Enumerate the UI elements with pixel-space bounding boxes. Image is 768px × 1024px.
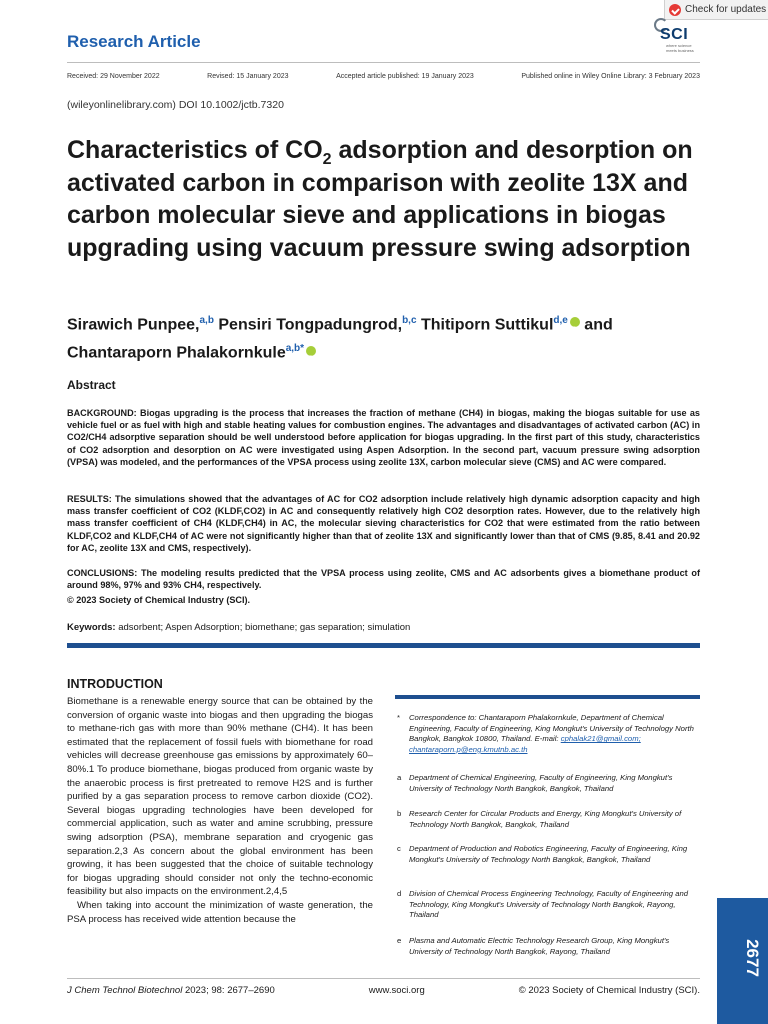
sci-logo: [654, 18, 704, 58]
check-for-updates-label: Check for updates: [685, 4, 767, 15]
section-divider-bar: [67, 643, 700, 648]
affiliation-b: b Research Center for Circular Products and Energy, King Mongkut's University of Technology North Bangkok, Bangkok, Thailand: [397, 809, 682, 829]
abstract-heading: Abstract: [67, 378, 116, 392]
author-name: Chantaraporn Phalakornkule: [67, 344, 286, 362]
keywords-text: adsorbent; Aspen Adsorption; biomethane; gas separation; simulation: [115, 622, 411, 633]
section-label: Research Article: [67, 32, 201, 51]
footer-website[interactable]: www.soci.org: [368, 985, 425, 996]
author-affil-link[interactable]: a,b: [199, 315, 214, 326]
affiliation-e: e Plasma and Automatic Electric Technology Research Group, King Mongkut's University of Technology North Bangkok, Rayong, Thailand: [397, 936, 670, 956]
author-affil-link[interactable]: a,b*: [285, 343, 305, 355]
abstract-results: RESULTS: The simulations showed that the advantages of AC for CO2 adsorption include relatively high dynamic adsorption capacity and high mass transfer coefficient of CO2 (KLDF,CO2) in AC and consequently relatively high CO2 desorption rates. However, due to the relatively high mass transfer coefficient of CH4 (KLDF,CH4) in AC, the molecular sieving characteristics for CO2 that were estimated from the ratio between KLDF,CO2 and KLDF,CH4 of AC were not significantly higher than that of zeolite 13X and significantly lower than that of CMS (9.85, 8.41 and 20.92 for AC, zeolite 13X and CMS, respectively).: [67, 494, 700, 553]
page-number-tab: [717, 898, 768, 1024]
author-name: Thitiporn Suttikul: [416, 316, 554, 334]
check-for-updates-button[interactable]: [664, 0, 768, 20]
header-divider: [67, 62, 700, 63]
published-date: Published online in Wiley Online Library: 3 February 2023: [521, 73, 700, 80]
footer-citation: J Chem Technol Biotechnol 2023; 98: 2677–2690: [67, 985, 275, 996]
correspondence: * Correspondence to: Chantaraporn Phalakornkule, Department of Chemical Engineering, Faculty of Engineering, King Mongkut's University of Technology North Bangkok, Bangkok 10800, Thailand. E-mail: cphalak21@gmail.com; chantaraporn.p@eng.kmutnb.ac.th: [397, 713, 694, 754]
footer-copyright: © 2023 Society of Chemical Industry (SCI).: [518, 985, 700, 996]
author-affil-link[interactable]: d,e: [553, 315, 568, 326]
email-link[interactable]: cphalak21@gmail.com;: [560, 734, 641, 744]
publication-dates: [67, 73, 700, 80]
author-name: Sirawich Punpee,: [67, 316, 200, 334]
keywords-label: Keywords:: [67, 622, 116, 633]
affiliation-a: a Department of Chemical Engineering, Faculty of Engineering, King Mongkut's University of Technology North Bangkok, Bangkok, Thailand: [397, 773, 673, 793]
revised-date: Revised: 15 January 2023: [207, 73, 289, 80]
author-list: Sirawich Punpee,$^{a,b}$ Pensiri Tongpadungrod,$^{b,c}$ Thitiporn Suttikul$^{d,e}$iD and Chantaraporn Phalakornkule$^{a,b*}$iD: [67, 309, 707, 366]
intro-paragraph-2: When taking into account the minimization of waste generation, the PSA process has received wide attention because the: [67, 899, 373, 925]
doi-link[interactable]: (wileyonlinelibrary.com) DOI 10.1002/jctb.7320: [67, 99, 284, 111]
intro-paragraph-1: Biomethane is a renewable energy source that can be obtained by the conversion of organic waste into biogas and then upgrading the biogas to methane-rich gas with more than 90% methane (CH4). It has been estimated that the replacement of fossil fuels with biomethane for road vehicles will decrease greenhouse gas emissions by approximately 60–80%.1 To produce biomethane, biogas produced from organic waste by the anaerobic process is first pretreated to remove H2S and is further purified by a gas separation process to remove carbon dioxide (CO2). Several biogas upgrading technologies have been developed for commercial application, such as water and amine scrubbing, pressure swing adsorption (PSA), membrane separation and cryogenic gas separation.2,3 As concern about the global environment has been growing, it has been suggested that the choice of suitable technology for biogas upgrading should consider not only the techno-economic feasibility but also impacts on the environment.2,4,5: [67, 696, 373, 898]
affiliation-d: d Division of Chemical Process Engineering Technology, Faculty of Engineering and Technology, King Mongkut's University of Technology North Bangkok, Rayong, Thailand: [397, 889, 689, 920]
footer-divider: [67, 978, 700, 979]
orcid-icon[interactable]: [570, 317, 580, 327]
page-footer: [67, 985, 700, 996]
received-date: Received: 29 November 2022: [67, 73, 160, 80]
logo-text: SCI: [660, 26, 689, 43]
orcid-icon[interactable]: [306, 346, 316, 356]
affiliations-divider: [395, 695, 700, 699]
page-number: 2677: [742, 939, 762, 977]
keywords: [67, 622, 410, 633]
author-name: Pensiri Tongpadungrod,: [213, 316, 403, 334]
logo-tagline: where science meets business: [666, 43, 694, 53]
article-title: Characteristics of $CO_2$ adsorption and desorption on activated carbon in comparison with zeolite 13X and carbon molecular sieve and applications in biogas upgrading using vacuum pressure swing adsorption: [67, 136, 693, 262]
email-link[interactable]: chantaraporn.p@eng.kmutnb.ac.th: [409, 744, 528, 754]
accepted-date: Accepted article published: 19 January 2023: [336, 73, 474, 80]
author-affil-link[interactable]: b,c: [402, 315, 417, 326]
introduction-body: [67, 695, 373, 926]
affiliation-c: c Department of Production and Robotics Engineering, Faculty of Engineering, King Mongkut's University of Technology North Bangkok, Bangkok, Thailand: [397, 844, 688, 864]
introduction-heading: INTRODUCTION: [67, 677, 163, 691]
abstract-conclusions: CONCLUSIONS: The modeling results predicted that the VPSA process using zeolite, CMS and AC adsorbents gives a biomethane product of around 98%, 97% and 93% CH4, respectively.: [67, 568, 700, 591]
check-icon: [669, 4, 681, 16]
abstract-copyright: © 2023 Society of Chemical Industry (SCI).: [67, 595, 251, 605]
abstract-background: BACKGROUND: Biogas upgrading is the process that increases the fraction of methane (CH4) in biogas, making the biogas suitable for use as vehicle fuel or as fuel with high and stable heating values for combustion engines. The advantages and disadvantages of activated carbon (AC) in CO2/CH4 adsorptive separation should be well understood before application for biogas upgrading. In the first part of this study, characteristics of CO2 adsorption and desorption on AC were investigated using Aspen Adsorption. In the second part, vacuum pressure swing adsorption (VPSA) was modeled, and the performances of the VPSA process using zeolite 13X, carbon molecular sieve (CMS) and AC were compared.: [67, 408, 700, 467]
